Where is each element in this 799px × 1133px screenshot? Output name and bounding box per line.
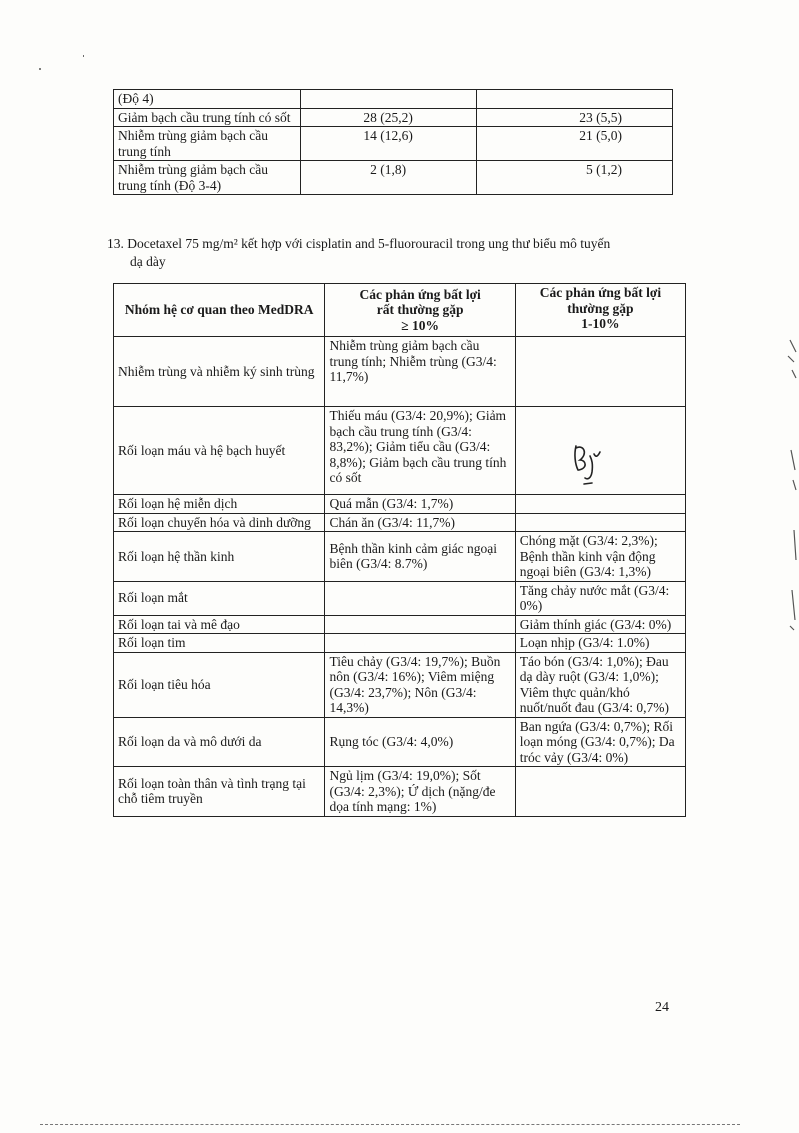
table-row — [114, 581, 686, 615]
organ-class-cell: Rối loạn hệ miễn dịch — [114, 495, 325, 514]
section-number: 13. — [107, 236, 124, 251]
table-row — [114, 532, 686, 582]
very-common-cell: Rụng tóc (G3/4: 4,0%) — [325, 717, 515, 767]
organ-class-cell: Rối loạn da và mô dưới da — [114, 717, 325, 767]
header-line: ≥ 10% — [401, 317, 440, 333]
table-row — [114, 337, 686, 407]
scan-speck — [83, 55, 84, 57]
table-row — [114, 717, 686, 767]
header-line: rất thường gặp — [376, 302, 464, 318]
organ-class-cell: Rối loạn tiêu hóa — [114, 652, 325, 717]
header-line: Các phản ứng bất lợi — [359, 286, 481, 302]
very-common-cell — [325, 581, 515, 615]
header-row — [114, 284, 686, 337]
row-label: Nhiễm trùng giảm bạch cầu trung tính (Độ 3-4) — [114, 161, 301, 195]
table-row — [114, 108, 673, 127]
row-value: 14 (12,6) — [300, 127, 476, 161]
section-heading — [107, 235, 687, 271]
common-cell: Giảm thính giác (G3/4: 0%) — [515, 615, 685, 634]
very-common-cell: Ngủ lịm (G3/4: 19,0%); Sốt (G3/4: 2,3%); Ứ dịch (nặng/đe dọa tính mạng: 1%) — [325, 767, 515, 817]
very-common-cell — [325, 634, 515, 653]
section-title-line1: Docetaxel 75 mg/m² kết hợp với cisplatin and 5-fluorouracil trong ung thư biểu mô tuyến — [127, 236, 611, 251]
row-value: 21 (5,0) — [476, 127, 672, 161]
table-row — [114, 161, 673, 195]
organ-class-cell: Rối loạn tai và mê đạo — [114, 615, 325, 634]
header-line: 1-10% — [581, 316, 620, 331]
organ-class-cell: Rối loạn tim — [114, 634, 325, 653]
very-common-cell: Tiêu chảy (G3/4: 19,7%); Buồn nôn (G3/4: 16%); Viêm miệng (G3/4: 23,7%); Nôn (G3/4: 14,3%) — [325, 652, 515, 717]
common-cell: Táo bón (G3/4: 1,0%); Đau dạ dày ruột (G3/4: 1,0%); Viêm thực quản/khó nuốt/nuốt đau (G3/4: 0,7%) — [515, 652, 685, 717]
row-label: Giảm bạch cầu trung tính có sốt — [114, 108, 301, 127]
bottom-edge-line — [40, 1124, 740, 1126]
row-value — [300, 90, 476, 109]
common-cell: Loạn nhịp (G3/4: 1.0%) — [515, 634, 685, 653]
table-row — [114, 513, 686, 532]
header-organ-class: Nhóm hệ cơ quan theo MedDRA — [114, 284, 325, 337]
row-value: 23 (5,5) — [476, 108, 672, 127]
very-common-cell: Chán ăn (G3/4: 11,7%) — [325, 513, 515, 532]
table-row — [114, 634, 686, 653]
organ-class-cell: Rối loạn máu và hệ bạch huyết — [114, 407, 325, 495]
common-cell: Ban ngứa (G3/4: 0,7%); Rối loạn móng (G3/4: 0,7%); Da tróc vảy (G3/4: 0%) — [515, 717, 685, 767]
organ-class-cell: Nhiễm trùng và nhiễm ký sinh trùng — [114, 337, 325, 407]
organ-class-cell: Rối loạn hệ thần kinh — [114, 532, 325, 582]
row-label: Nhiễm trùng giảm bạch cầu trung tính — [114, 127, 301, 161]
table-row — [114, 495, 686, 514]
row-value: 5 (1,2) — [476, 161, 672, 195]
header-very-common — [325, 284, 515, 337]
organ-class-cell: Rối loạn chuyển hóa và dinh dưỡng — [114, 513, 325, 532]
table-row — [114, 615, 686, 634]
scan-speck — [39, 68, 41, 70]
neutropenia-table — [113, 89, 673, 195]
common-cell — [515, 495, 685, 514]
common-cell — [515, 337, 685, 407]
adverse-reactions-table — [113, 283, 686, 817]
common-cell: Tăng chảy nước mắt (G3/4: 0%) — [515, 581, 685, 615]
row-value: 28 (25,2) — [300, 108, 476, 127]
scan-edge-marks — [776, 330, 798, 650]
page-number: 24 — [655, 1000, 669, 1015]
table-row — [114, 127, 673, 161]
row-label: (Độ 4) — [114, 90, 301, 109]
very-common-cell: Thiếu máu (G3/4: 20,9%); Giảm bạch cầu trung tính (G3/4: 83,2%); Giảm tiểu cầu (G3/4: 8,8%); Giảm bạch cầu trung tính có sốt — [325, 407, 515, 495]
row-value — [476, 90, 672, 109]
organ-class-cell: Rối loạn mắt — [114, 581, 325, 615]
table-row — [114, 767, 686, 817]
table-row — [114, 652, 686, 717]
common-cell: Chóng mặt (G3/4: 2,3%); Bệnh thần kinh vận động ngoại biên (G3/4: 1,3%) — [515, 532, 685, 582]
common-cell — [515, 513, 685, 532]
very-common-cell: Bệnh thần kinh cảm giác ngoại biên (G3/4: 8.7%) — [325, 532, 515, 582]
section-title-line2: dạ dày — [130, 254, 166, 269]
header-common — [515, 284, 685, 337]
very-common-cell: Quá mẫn (G3/4: 1,7%) — [325, 495, 515, 514]
very-common-cell — [325, 615, 515, 634]
very-common-cell: Nhiễm trùng giảm bạch cầu trung tính; Nhiễm trùng (G3/4: 11,7%) — [325, 337, 515, 407]
common-cell — [515, 767, 685, 817]
row-value: 2 (1,8) — [300, 161, 476, 195]
handwritten-initials — [570, 440, 604, 486]
organ-class-cell: Rối loạn toàn thân và tình trạng tại chỗ tiêm truyền — [114, 767, 325, 817]
table-row — [114, 90, 673, 109]
header-line: Các phản ứng bất lợi — [539, 285, 662, 300]
header-line: thường gặp — [567, 300, 634, 316]
